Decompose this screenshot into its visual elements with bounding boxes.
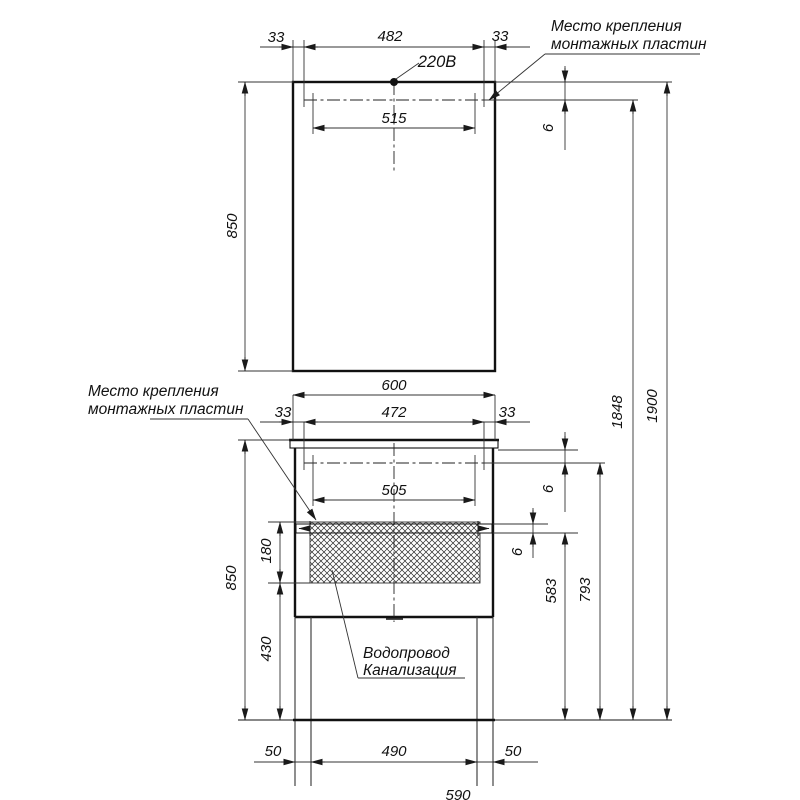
dim-600: 600 [381,377,407,394]
mounting-plates-label-left-line2: монтажных пластин [88,401,244,418]
dim-1848: 1848 [609,395,626,429]
dim-505: 505 [381,482,407,499]
dim-583: 583 [543,578,560,604]
dim-180: 180 [258,538,275,564]
dim-33-cab-right: 33 [498,404,516,421]
mounting-plates-label-left-line1: Место крепления [88,383,219,400]
dim-850-cabinet: 850 [223,565,240,591]
dim-33-cab-left: 33 [274,404,292,421]
dim-6-bar: 6 [509,547,526,557]
dim-50-left: 50 [264,743,282,760]
dim-1900: 1900 [644,389,661,423]
water-supply-label: Водопровод [363,645,450,662]
dim-430: 430 [258,636,275,662]
dim-793: 793 [577,577,594,603]
dimension-arrows [245,47,667,762]
dim-33-top-left: 33 [267,29,285,46]
dim-482: 482 [377,28,403,45]
dim-6-worktop: 6 [540,484,557,494]
power-socket-point [390,78,398,86]
dim-590: 590 [445,787,471,800]
dimension-labels [223,28,661,800]
plumbing-hatch-area [310,522,480,583]
mounting-plates-label-top-line1: Место крепления [551,18,682,35]
dimension-lines [245,47,667,762]
mounting-plates-label-top-line2: монтажных пластин [551,36,707,53]
sewerage-label: Канализация [363,662,457,679]
dim-33-top-right: 33 [491,28,509,45]
dim-472: 472 [381,404,407,421]
dim-850-mirror: 850 [224,213,241,239]
dim-50-right: 50 [504,743,522,760]
dim-6-mirror: 6 [540,123,557,133]
dim-490: 490 [381,743,407,760]
dim-515: 515 [381,110,407,127]
power-socket-label: 220В [417,53,457,71]
cabinet-legs [295,617,493,786]
